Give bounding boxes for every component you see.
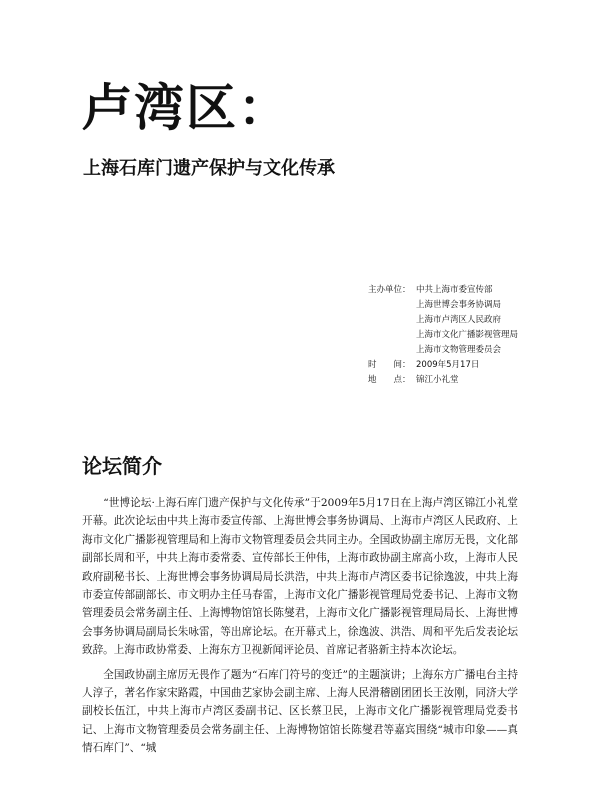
paragraph: 全国政协副主席厉无畏作了题为“石库门符号的变迁”的主题演讲；上海东方广播电台主持人淳子，著名作家宋路霞，中国曲艺家协会副主席、上海人民滑稽剧团团长王汝刚，同济大学副校长伍江，中共上海市卢湾区委副书记、区长蔡卫民，上海市文化广播影视管理局党委书记、上海市文物管理委员会常务副主任、上海博物馆馆长陈燮君等嘉宾围绕“城市印象——真情石库门”、“城 [82,668,518,755]
organizer-item: 上海市文化广播影视管理局 [416,330,519,340]
place-value: 锦江小礼堂 [416,375,459,385]
time-value: 2009年5月17日 [416,360,480,370]
organizer-item: 上海世博会事务协调局 [416,300,502,310]
organizer-item: 上海市文物管理委员会 [416,345,502,355]
event-info [368,283,518,388]
section-body [82,494,518,758]
time-label: 时 间： [368,360,411,370]
time-row [368,358,518,373]
place-label: 地 点： [368,375,411,385]
organizer-item: 中共上海市委宣传部 [416,285,493,295]
organizer-item: 上海市卢湾区人民政府 [416,315,502,325]
section-title: 论坛简介 [82,454,162,478]
organizers-row [368,283,518,358]
organizers-list [416,283,518,358]
paragraph: “世博论坛·上海石库门遗产保护与文化传承”于2009年5月17日在上海卢湾区锦江小礼堂开幕。此次论坛由中共上海市委宣传部、上海世博会事务协调局、上海市卢湾区人民政府、上海市文化广播影视管理局和上海市文物管理委员会共同主办。全国政协副主席厉无畏，文化部副部长周和平，中共上海市委常委、宣传部长王仲伟，上海市政协副主席高小玫，上海市人民政府副秘书长、上海世博会事务协调局局长洪浩，中共上海市卢湾区委书记徐逸波，中共上海市委宣传部副部长、市文明办主任马春雷，上海市文化广播影视管理局党委书记、上海市文物管理委员会常务副主任、上海博物馆馆长陈燮君，上海市文化广播影视管理局局长、上海世博会事务协调局副局长朱咏雷，等出席论坛。在开幕式上，徐逸波、洪浩、周和平先后发表论坛致辞。上海市政协常委、上海东方卫视新闻评论员、首席记者骆新主持本次论坛。 [82,497,518,657]
place-row [368,373,518,388]
organizers-label: 主办单位： [368,285,411,295]
page-title: 卢湾区： [82,78,290,137]
page-subtitle: 上海石库门遗产保护与文化传承 [83,158,335,179]
